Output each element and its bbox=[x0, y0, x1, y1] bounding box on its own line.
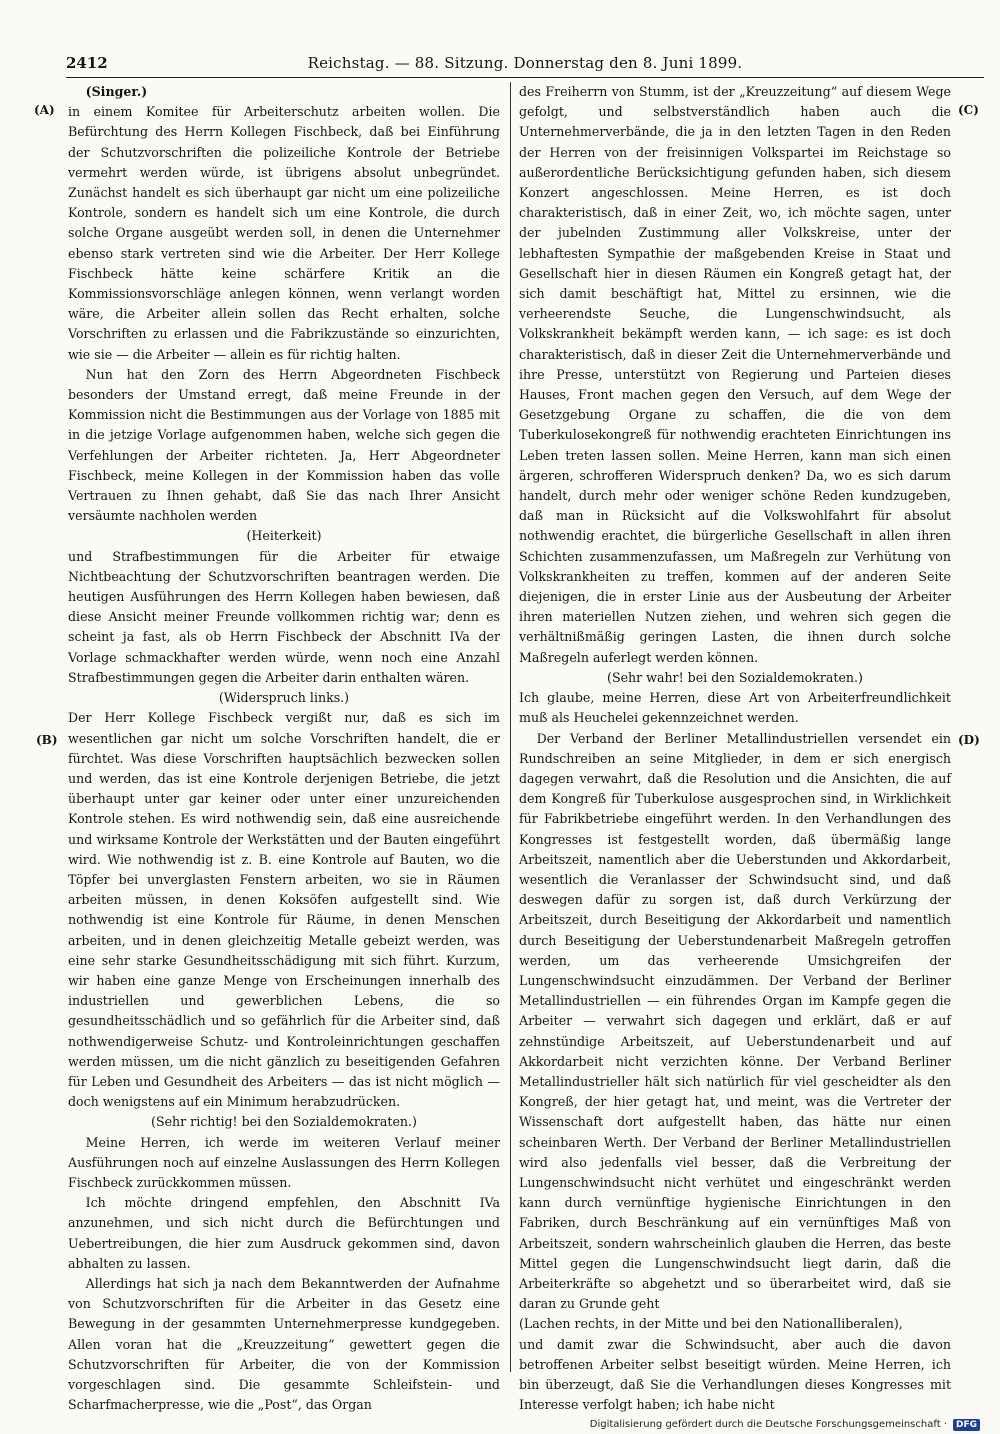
column-divider bbox=[510, 82, 511, 1372]
page-number: 2412 bbox=[66, 54, 108, 72]
credit-text: Digitalisierung gefördert durch die Deutsche Forschungsgemeinschaft · bbox=[589, 1419, 947, 1430]
header-rule bbox=[66, 77, 984, 78]
margin-marker-a: (A) bbox=[34, 103, 55, 117]
digitization-credit bbox=[590, 1418, 980, 1432]
running-title: Reichstag. — 88. Sitzung. Donnerstag den 8. Juni 1899. bbox=[307, 54, 743, 72]
paragraph: Nun hat den Zorn des Herrn Abgeordneten Fischbeck besonders der Umstand erregt, daß meine Freunde in der Kommission nicht die Bestimmungen aus der Vorlage von 1885 mit in die jetzige Vorlage aufgenommen haben, welche sich gegen die Verfehlungen der Arbeiter richteten. Ja, Herr Abgeordneter Fischbeck, meine Kollegen in der Kommission haben das volle Vertrauen zu Ihnen gehabt, daß Sie das nach Ihrer Ansicht versäumte nachholen werden bbox=[68, 366, 500, 524]
paragraph: Meine Herren, ich werde im weiteren Verlauf meiner Ausführungen noch auf einzelne Auslassungen des Herrn Kollegen Fischbeck zurückkommen müssen. bbox=[68, 1134, 500, 1190]
interjection: (Sehr wahr! bei den Sozialdemokraten.) bbox=[607, 669, 863, 685]
paragraph: Allerdings hat sich ja nach dem Bekanntwerden der Aufnahme von Schutzvorschriften für die Arbeiter in das Gesetz eine Bewegung in der gesammten Unternehmerpresse kundgegeben. Allen voran hat die „Kreuzzeitung“ gewettert gegen die Schutzvorschriften für Arbeiter, die von der Kommission vorgeschlagen sind. Die gesammte Schleifstein- und Scharfmacherpresse, wie die „Post“, das Organ bbox=[68, 1275, 500, 1413]
paragraph: in einem Komitee für Arbeiterschutz arbeiten wollen. Die Befürchtung des Herrn Kollegen Fischbeck, daß bei Einführung der Schutzvorschriften die polizeiliche Kontrole der Betriebe vermehrt werden würde, ist übrigens absolut unbegründet. Zunächst handelt es sich überhaupt gar nicht um eine polizeiliche Kontrole, sondern es handelt sich um eine Kontrole, die durch solche Organe ausgeübt werden soll, in denen die Unternehmer ebenso stark vertreten sind wie die Arbeiter. Der Herr Kollege Fischbeck hätte keine schärfere Kritik an die Kommissionsvorschläge anlegen können, wenn verlangt worden wäre, die Arbeiter allein sollen das Recht erhalten, solche Vorschriften zu erlassen und die Fabrikzustände so einzurichten, wie sie — die Arbeiter — allein es für richtig halten. bbox=[68, 104, 500, 362]
interjection: (Widerspruch links.) bbox=[218, 690, 350, 706]
interjection: (Sehr richtig! bei den Sozialdemokraten.) bbox=[151, 1114, 417, 1130]
speaker-name: (Singer.) bbox=[85, 84, 148, 99]
dfg-logo: DFG bbox=[953, 1419, 980, 1431]
interjection: (Lachen rechts, in der Mitte und bei den Nationalliberalen), bbox=[519, 1316, 903, 1332]
margin-marker-b: (B) bbox=[36, 733, 58, 747]
paragraph: und Strafbestimmungen für die Arbeiter für etwaige Nichtbeachtung der Schutzvorschriften beantragen werden. Die heutigen Ausführungen des Herrn Kollegen haben bewiesen, daß diese Ansicht meiner Freunde vollkommen richtig war; denn es scheint ja fast, als ob Herrn Fischbeck der Abschnitt IVa der Vorlage schmackhafter werden würde, wenn noch eine Anzahl Strafbestimmungen gegen die Arbeiter darin enthalten wären. bbox=[68, 548, 500, 685]
interjection: (Heiterkeit) bbox=[246, 528, 322, 544]
paragraph: Ich glaube, meine Herren, diese Art von Arbeiterfreundlichkeit muß als Heuchelei gekennzeichnet werden. bbox=[519, 690, 951, 726]
paragraph: und damit zwar die Schwindsucht, aber auch die davon betroffenen Arbeiter selbst beseitigt würden. Meine Herren, ich bin überzeugt, daß Sie die Verhandlungen dieses Kongresses mit Interesse verfolgt haben; ich habe nicht bbox=[519, 1336, 951, 1413]
paragraph: Ich möchte dringend empfehlen, den Abschnitt IVa anzunehmen, und sich nicht durch die Befürchtungen und Uebertreibungen, die hier zum Ausdruck gekommen sind, davon abhalten zu lassen. bbox=[68, 1195, 500, 1271]
page-header bbox=[66, 50, 984, 76]
margin-marker-c: (C) bbox=[958, 103, 979, 117]
margin-marker-d: (D) bbox=[958, 733, 980, 747]
paragraph: Der Verband der Berliner Metallindustriellen versendet ein Rundschreiben an seine Mitglieder, in dem er sich energisch dagegen verwahrt, daß die Resolution und die Ansichten, die auf dem Kongreß für Tuberkulose ausgesprochen sind, in Wirklichkeit für Fabrikbetriebe eingeführt werden. In den Verhandlungen des Kongresses ist festgestellt worden, daß übermäßig lange Arbeitszeit, namentlich aber die Ueberstunden und Akkordarbeit, wesentlich die Veranlasser der Schwindsucht sind, und daß deswegen dafür zu sorgen ist, daß durch Verkürzung der Arbeitszeit, durch Beseitigung der Akkordarbeit und namentlich durch Beseitigung der Ueberstundenarbeit Maßregeln getroffen werden, um das verheerende Umsichgreifen der Lungenschwindsucht einzudämmen. Der Verband der Berliner Metallindustriellen — ein führendes Organ im Kampfe gegen die Arbeiter — verwahrt sich dagegen und erklärt, daß er auf zehnstündige Arbeitszeit, auf Ueberstundenarbeit und auf Akkordarbeit nicht verzichten könne. Der Verband Berliner Metallindustrieller hält sich natürlich für viel gescheidter als den Kongreß, der hier getagt hat, und meint, was die Vertreter der Wissenschaft dort aufgestellt haben, das hätte nur einen scheinbaren Werth. Der Verband der Berliner Metallindustriellen wird also jedenfalls viel besser, daß die Verbreitung der Lungenschwindsucht nicht verhütet und eingeschränkt werden kann durch vernünftige hygienische Einrichtungen in den Fabriken, durch Beschränkung auf ein vernünftiges Maß von Arbeitszeit, sondern wahrscheinlich glauben die Herren, das beste Mittel gegen die Lungenschwindsucht liegt darin, daß die Arbeiterkräfte so abgehetzt und so überarbeitet wird, daß sie daran zu Grunde geht bbox=[519, 730, 951, 1312]
paragraph: Der Herr Kollege Fischbeck vergißt nur, daß es sich im wesentlichen gar nicht um solche Vorschriften handelt, die er fürchtet. Was diese Vorschriften hauptsächlich bezwecken sollen und werden, das ist eine Kontrole derjenigen Betriebe, die jetzt überhaupt unter gar keiner oder unter einer unzureichenden Kontrole stehen. Es wird nothwendig sein, daß eine ausreichende und wirksame Kontrole der Werkstätten und der Bauten eingeführt wird. Wie nothwendig ist z. B. eine Kontrole auf Bauten, wo die Töpfer bei unverglasten Fenstern arbeiten, wo sie in Räumen arbeiten müssen, in denen Koksöfen aufgestellt sind. Wie nothwendig ist eine Kontrole für Räume, in denen Menschen arbeiten, und in denen gleichzeitig Metalle gebeizt werden, was eine sehr starke Gesundheitsschädigung mit sich führt. Kurzum, wir haben eine ganze Menge von Erscheinungen innerhalb des industriellen und gewerblichen Lebens, die so gesundheitsschädlich und so gefährlich für die Arbeiter sind, daß nothwendigerweise Schutz- und Kontroleinrichtungen geschaffen werden müssen, um die nicht gänzlich zu beseitigenden Gefahren für Leben und Gesundheit des Arbeiters — das ist nicht möglich — doch wenigstens auf ein Minimum herabzudrücken. bbox=[68, 710, 500, 1110]
left-column bbox=[68, 82, 500, 1413]
right-column bbox=[519, 82, 951, 1413]
paragraph: des Freiherrn von Stumm, ist der „Kreuzzeitung“ auf diesem Wege gefolgt, und selbstverständlich haben auch die Unternehmerverbände, die ja in den letzten Tagen in den Reden der Herren von der freisinnigen Volkspartei im Reichstage so außerordentliche Berücksichtigung gefunden haben, sich diesem Konzert angeschlossen. Meine Herren, es ist doch charakteristisch, daß in einer Zeit, wo, ich möchte sagen, unter der jubelnden Zustimmung aller Volkskreise, unter der lebhaftesten Sympathie der maßgebenden Kreise in Staat und Gesellschaft hier in diesen Räumen ein Kongreß getagt hat, der sich damit beschäftigt hat, Mittel zu ersinnen, wie die verheerendste Seuche, die Lungenschwindsucht, als Volkskrankheit bekämpft werden kann, — ich sage: es ist doch charakteristisch, daß in dieser Zeit die Unternehmerverbände und ihre Presse, unterstützt von Regierung und Parteien dieses Hauses, Front machen gegen den Versuch, auf dem Wege der Gesetzgebung Organe zu schaffen, die die von dem Tuberkulosekongreß für nothwendig erachteten Einrichtungen ins Leben treten lassen sollen. Meine Herren, kann man sich einen ärgeren, schrofferen Widerspruch denken? Da, wo es sich darum handelt, durch mehr oder weniger schöne Reden kundzugeben, daß man in Rücksicht auf die Volkswohlfahrt für absolut nothwendig erachtet, die bürgerliche Gesellschaft in allen ihren Schichten zusammenzufassen, um Maßregeln zur Verhütung von Volkskrankheiten zu treffen, kommen auf der anderen Seite diejenigen, die in erster Linie aus der Ausbeutung der Arbeiter ihren materiellen Nutzen ziehen, und wehren sich gegen die verhältnißmäßig geringen Lasten, die ihnen durch solche Maßregeln auferlegt werden können. bbox=[519, 84, 951, 665]
